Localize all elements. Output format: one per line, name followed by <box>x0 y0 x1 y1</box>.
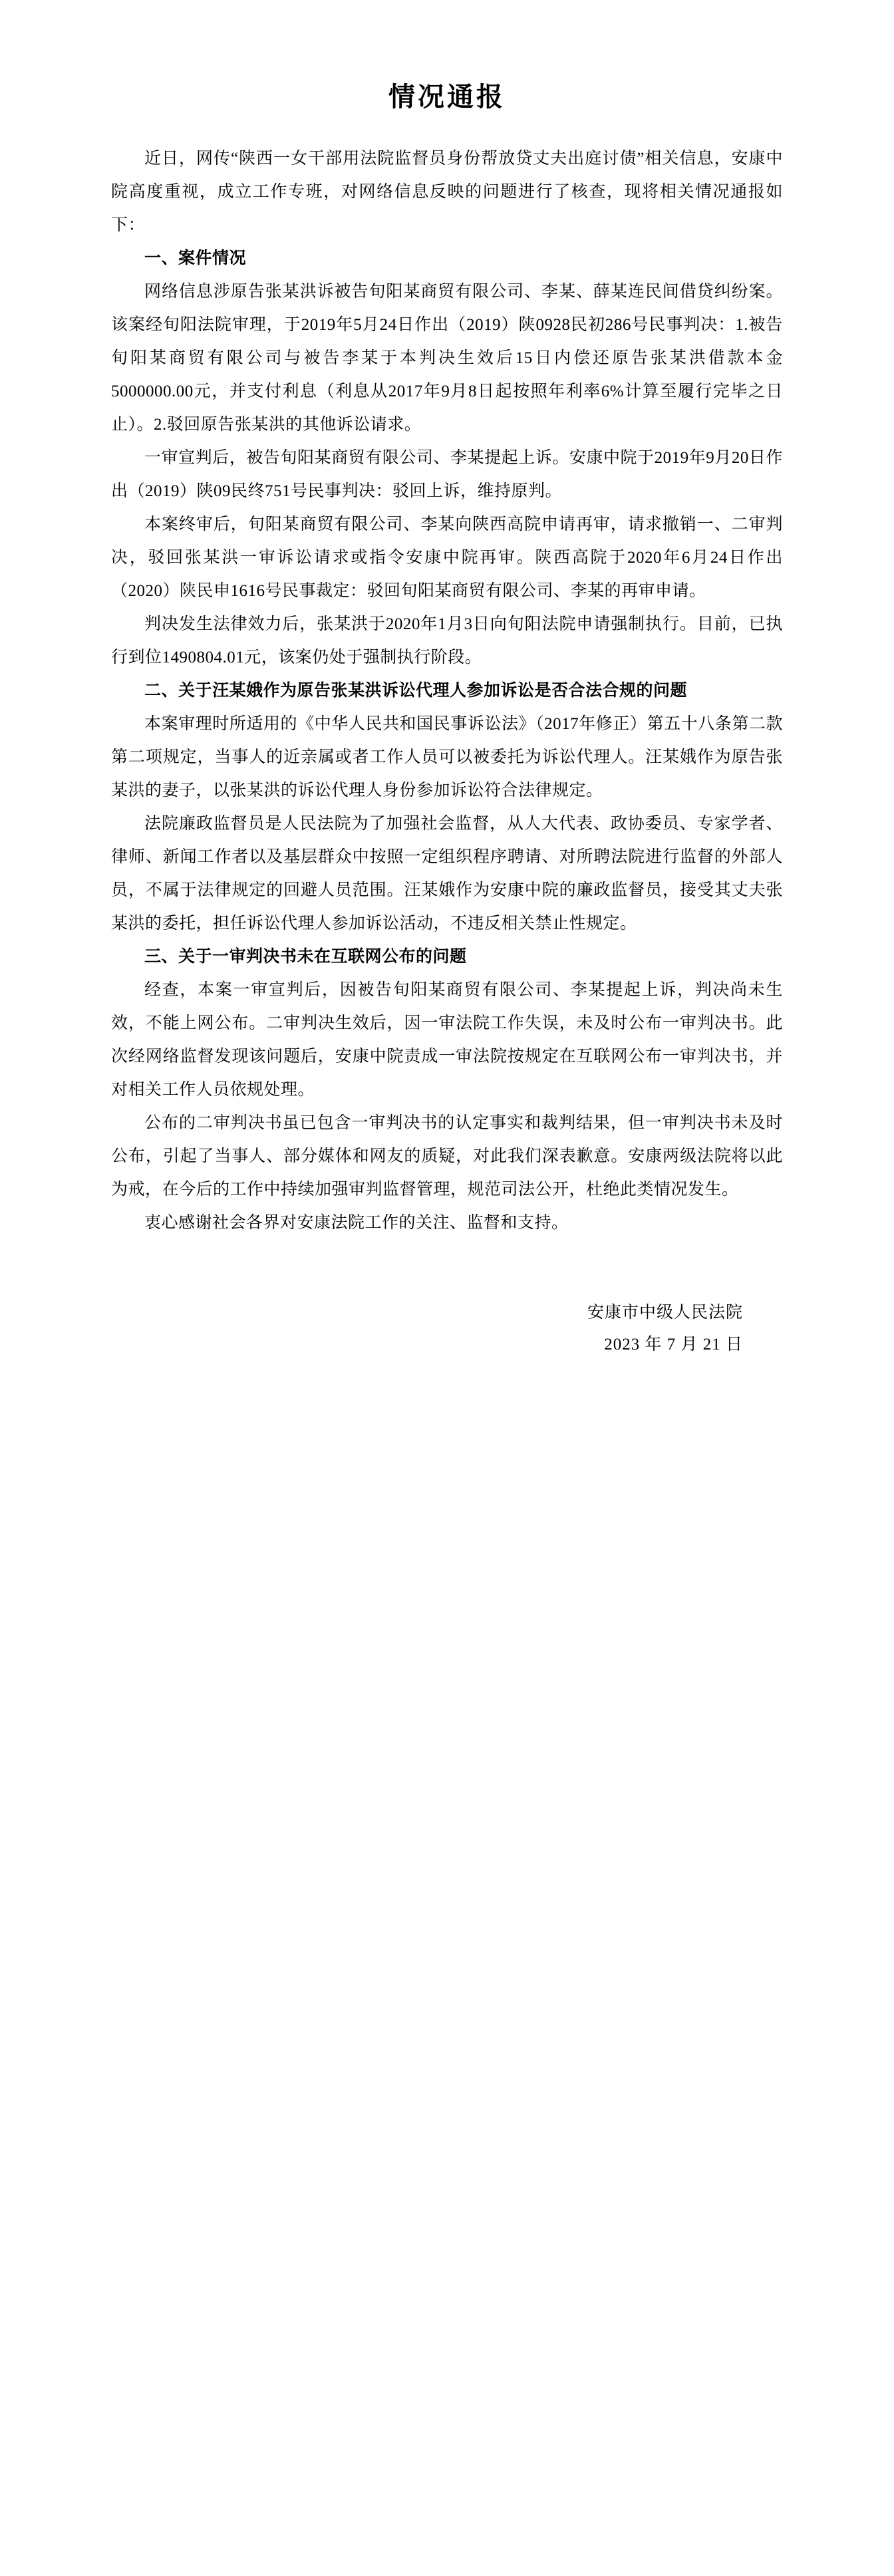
body-paragraph: 网络信息涉原告张某洪诉被告旬阳某商贸有限公司、李某、薛某连民间借贷纠纷案。该案经旬阳法院审理，于2019年5月24日作出（2019）陕0928民初286号民事判决：1.被告旬阳某商贸有限公司与被告李某于本判决生效后15日内偿还原告张某洪借款本金5000000.00元，并支付利息（利息从2017年9月8日起按照年利率6%计算至履行完毕之日止）。2.驳回原告张某洪的其他诉讼请求。 <box>111 283 783 434</box>
body-paragraph: 经查，本案一审宣判后，因被告旬阳某商贸有限公司、李某提起上诉，判决尚未生效，不能上网公布。二审判决生效后，因一审法院工作失误，未及时公布一审判决书。此次经网络监督发现该问题后，安康中院责成一审法院按规定在互联网公布一审判决书，并对相关工作人员依规处理。 <box>111 981 783 1099</box>
signature-date: 2023 年 7 月 21 日 <box>604 1336 743 1354</box>
signature-block <box>111 1297 783 1361</box>
document-body <box>111 0 783 1361</box>
section-heading: 三、关于一审判决书未在互联网公布的问题 <box>144 948 467 966</box>
body-paragraph: 法院廉政监督员是人民法院为了加强社会监督，从人大代表、政协委员、专家学者、律师、新闻工作者以及基层群众中按照一定组织程序聘请、对所聘法院进行监督的外部人员，不属于法律规定的回避人员范围。汪某娥作为安康中院的廉政监督员，接受其丈夫张某洪的委托，担任诉讼代理人参加诉讼活动，不违反相关禁止性规定。 <box>111 815 783 932</box>
body-paragraph: 判决发生法律效力后，张某洪于2020年1月3日向旬阳法院申请强制执行。目前，已执行到位1490804.01元，该案仍处于强制执行阶段。 <box>111 615 783 666</box>
body-paragraph: 本案终审后，旬阳某商贸有限公司、李某向陕西高院申请再审，请求撤销一、二审判决，驳回张某洪一审诉讼请求或指令安康中院再审。陕西高院于2020年6月24日作出（2020）陕民申1616号民事裁定：驳回旬阳某商贸有限公司、李某的再审申请。 <box>111 515 783 600</box>
paragraph-list <box>111 142 783 1240</box>
body-paragraph: 本案审理时所适用的《中华人民共和国民事诉讼法》（2017年修正）第五十八条第二款第二项规定，当事人的近亲属或者工作人员可以被委托为诉讼代理人。汪某娥作为原告张某洪的妻子，以张某洪的诉讼代理人身份参加诉讼符合法律规定。 <box>111 715 783 799</box>
section-heading: 二、关于汪某娥作为原告张某洪诉讼代理人参加诉讼是否合法合规的问题 <box>144 682 688 700</box>
signature-organization: 安康市中级人民法院 <box>587 1304 743 1322</box>
body-paragraph: 衷心感谢社会各界对安康法院工作的关注、监督和支持。 <box>144 1214 569 1232</box>
section-heading: 一、案件情况 <box>144 249 247 267</box>
body-paragraph: 公布的二审判决书虽已包含一审判决书的认定事实和裁判结果，但一审判决书未及时公布，引起了当事人、部分媒体和网友的质疑，对此我们深表歉意。安康两级法院将以此为戒，在今后的工作中持续加强审判监督管理，规范司法公开，杜绝此类情况发生。 <box>111 1114 783 1199</box>
body-paragraph: 一审宣判后，被告旬阳某商贸有限公司、李某提起上诉。安康中院于2019年9月20日作出（2019）陕09民终751号民事判决：驳回上诉，维持原判。 <box>111 449 783 500</box>
body-paragraph: 近日，网传“陕西一女干部用法院监督员身份帮放贷丈夫出庭讨债”相关信息，安康中院高度重视，成立工作专班，对网络信息反映的问题进行了核查，现将相关情况通报如下： <box>111 150 783 234</box>
page-title: 情况通报 <box>388 82 506 112</box>
